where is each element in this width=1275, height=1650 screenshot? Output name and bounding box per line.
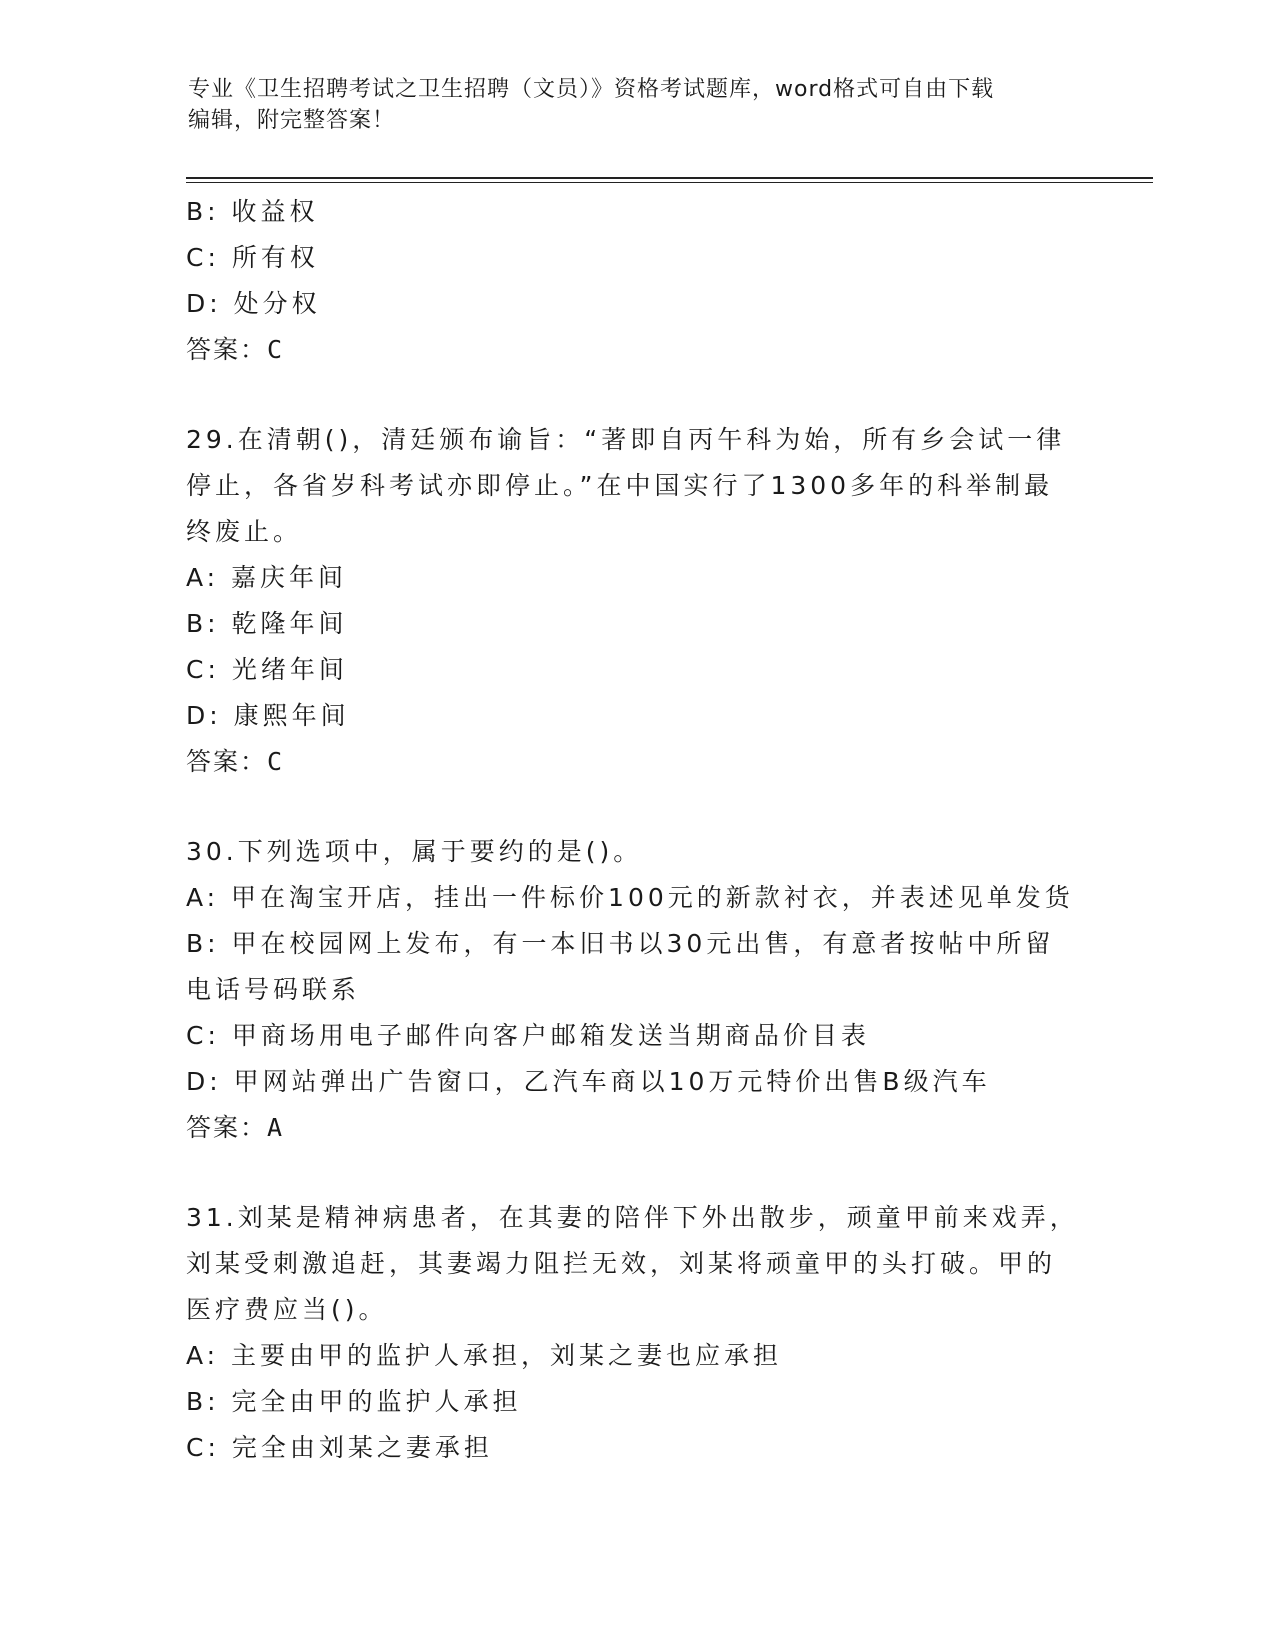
option-d: D: 康熙年间 [186, 701, 350, 730]
option-b: B: 完全由甲的监护人承担 [186, 1387, 522, 1416]
answer-value: C [267, 747, 285, 776]
option-a: A: 主要由甲的监护人承担，刘某之妻也应承担 [186, 1341, 783, 1370]
answer-line [186, 739, 1086, 785]
option-b-continued: 电话号码联系 [186, 975, 361, 1004]
header-divider-thick [186, 177, 1153, 179]
answer-value: C [267, 335, 285, 364]
option-a: A: 甲在淘宝开店，挂出一件标价100元的新款衬衣，并表述见单发货 [186, 883, 1074, 912]
question-stem: 终废止。 [186, 517, 303, 546]
answer-label: 答案： [186, 335, 268, 364]
question-stem: 29.在清朝()，清廷颁布谕旨：“著即自丙午科为始，所有乡会试一律 [186, 425, 1066, 454]
question-29 [186, 417, 1086, 785]
header-line-2: 编辑，附完整答案！ [188, 108, 396, 133]
document-header [188, 74, 1068, 136]
option-c: C: 甲商场用电子邮件向客户邮箱发送当期商品价目表 [186, 1021, 870, 1050]
answer-line [186, 327, 1086, 373]
question-28 [186, 189, 1086, 373]
header-line-1: 专业《卫生招聘考试之卫生招聘（文员）》资格考试题库，word格式可自由下载 [188, 77, 995, 102]
question-stem: 医疗费应当()。 [186, 1295, 388, 1324]
header-divider-thin [186, 182, 1153, 183]
answer-label: 答案： [186, 747, 268, 776]
option-b: B: 乾隆年间 [186, 609, 348, 638]
question-gap [186, 1151, 1086, 1195]
question-30 [186, 829, 1086, 1151]
option-c: C: 光绪年间 [186, 655, 348, 684]
option-b: B: 甲在校园网上发布，有一本旧书以30元出售，有意者按帖中所留 [186, 929, 1055, 958]
question-stem: 31.刘某是精神病患者，在其妻的陪伴下外出散步，顽童甲前来戏弄， [186, 1203, 1079, 1232]
option-c: C: 所有权 [186, 243, 319, 272]
option-d: D: 甲网站弹出广告窗口，乙汽车商以10万元特价出售B级汽车 [186, 1067, 991, 1096]
answer-label: 答案： [186, 1113, 268, 1142]
question-stem: 刘某受刺激追赶，其妻竭力阻拦无效，刘某将顽童甲的头打破。甲的 [186, 1249, 1057, 1278]
option-c: C: 完全由刘某之妻承担 [186, 1433, 493, 1462]
question-gap [186, 373, 1086, 417]
question-gap [186, 785, 1086, 829]
option-a: A: 嘉庆年间 [186, 563, 348, 592]
question-content [186, 189, 1086, 1471]
answer-value: A [267, 1113, 285, 1142]
option-d: D: 处分权 [186, 289, 321, 318]
question-31 [186, 1195, 1086, 1471]
option-b: B: 收益权 [186, 197, 319, 226]
answer-line [186, 1105, 1086, 1151]
question-stem: 30.下列选项中，属于要约的是()。 [186, 837, 643, 866]
question-stem: 停止，各省岁科考试亦即停止。”在中国实行了1300多年的科举制最 [186, 471, 1054, 500]
